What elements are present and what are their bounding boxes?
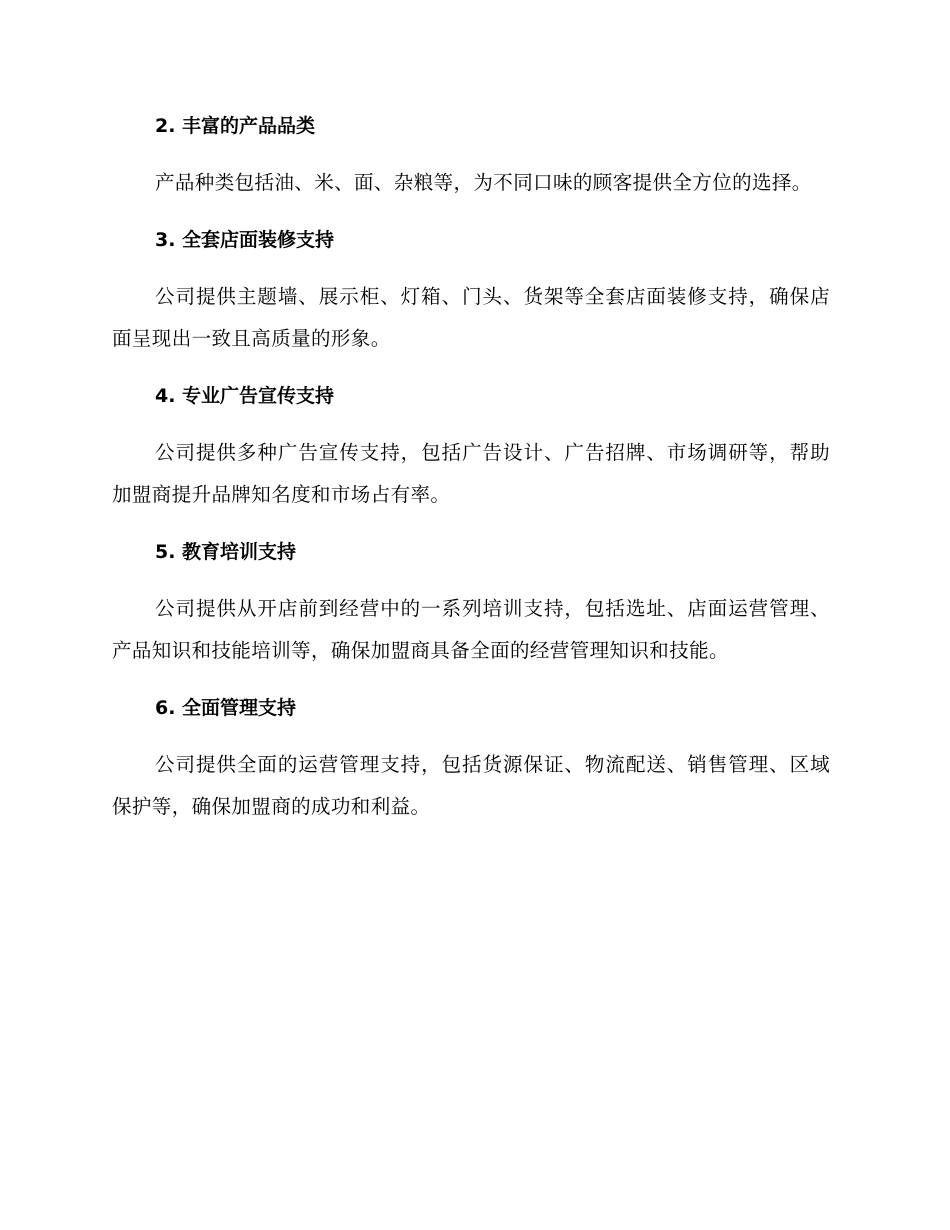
document-body (112, 110, 830, 848)
section-paragraph: 公司提供多种广告宣传支持，包括广告设计、广告招牌、市场调研等，帮助加盟商提升品牌知名度和市场占有率。 (112, 441, 830, 506)
section-heading: 4. 专业广告宣传支持 (155, 385, 335, 407)
section-training (112, 536, 830, 672)
section-paragraph: 公司提供主题墙、展示柜、灯箱、门头、货架等全套店面装修支持，确保店面呈现出一致且高质量的形象。 (112, 285, 830, 350)
section-paragraph: 公司提供全面的运营管理支持，包括货源保证、物流配送、销售管理、区域保护等，确保加盟商的成功和利益。 (112, 753, 830, 818)
section-advertising (112, 380, 830, 516)
section-management (112, 692, 830, 828)
section-product-categories (112, 110, 830, 204)
section-heading: 2. 丰富的产品品类 (155, 115, 316, 137)
section-paragraph: 公司提供从开店前到经营中的一系列培训支持，包括选址、店面运营管理、产品知识和技能培训等，确保加盟商具备全面的经营管理知识和技能。 (112, 597, 830, 662)
section-heading: 6. 全面管理支持 (155, 697, 297, 719)
section-heading: 3. 全套店面装修支持 (155, 229, 335, 251)
section-paragraph: 产品种类包括油、米、面、杂粮等，为不同口味的顾客提供全方位的选择。 (155, 171, 812, 194)
section-heading: 5. 教育培训支持 (155, 541, 297, 563)
section-store-decoration (112, 224, 830, 360)
